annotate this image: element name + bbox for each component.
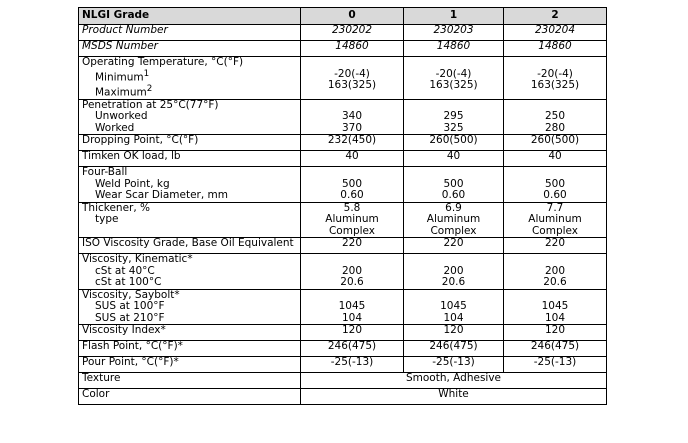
table-row [79,389,607,405]
cell-value: 220 [404,238,504,254]
sub-label: Minimum$^1$ [95,68,150,83]
row-label: Flash Point, °C(°F)* [79,341,301,357]
sub-label: SUS at 210°F [95,311,165,324]
cell-value: 220 [504,238,607,254]
sub-label: Weld Point, kg [95,177,170,190]
row-label: Thickener, % [82,201,151,214]
cell-value-merged: Smooth, Adhesive [301,373,607,389]
grade-1-header: 1 [404,8,504,25]
footnote-marker: 1 [143,68,150,79]
table-row [79,151,607,167]
cell-value: 230203 [404,25,504,41]
table-row [79,254,607,290]
cell-value: 246(475) [404,341,504,357]
table-row [79,238,607,254]
cell-value: 500 0.60 [301,167,404,203]
cell-value: 295 325 [404,99,504,135]
row-label-group [79,289,301,325]
row-label: Product Number [79,25,301,41]
row-label-group [79,167,301,203]
cell-value: 120 [504,325,607,341]
sub-label: cSt at 40°C [95,264,155,277]
cell-value: 6.9 Aluminum Complex [404,202,504,238]
header-label: NLGI Grade [79,8,301,25]
grade-2-header: 2 [504,8,607,25]
row-label-group [79,99,301,135]
cell-value: -25(-13) [301,357,404,373]
row-label: Viscosity, Saybolt* [82,288,180,301]
row-label-group [79,254,301,290]
table-row [79,135,607,151]
row-label: Dropping Point, °C(°F) [79,135,301,151]
cell-value: 200 20.6 [504,254,607,290]
cell-value-merged: White [301,389,607,405]
table-row [79,373,607,389]
row-label: Texture [79,373,301,389]
row-label: ISO Viscosity Grade, Base Oil Equivalent [79,238,301,254]
sub-label: SUS at 100°F [95,300,165,312]
row-label: Pour Point, °C(°F)* [79,357,301,373]
cell-value: 40 [301,151,404,167]
table-row [79,41,607,57]
cell-value: 40 [404,151,504,167]
cell-value: 1045 104 [504,289,607,325]
row-label: MSDS Number [79,41,301,57]
row-label: Viscosity Index* [79,325,301,341]
cell-value: 220 [301,238,404,254]
cell-value: 230204 [504,25,607,41]
row-label: Color [79,389,301,405]
cell-value: 260(500) [404,135,504,151]
cell-value: 14860 [504,41,607,57]
cell-value: 200 20.6 [301,254,404,290]
cell-value: 500 0.60 [504,167,607,203]
sub-label: Unworked [95,110,148,122]
cell-value: -20(-4) 163(325) [504,57,607,100]
cell-value: 40 [504,151,607,167]
cell-value: 230202 [301,25,404,41]
row-label-group [79,202,301,238]
cell-value: 232(450) [301,135,404,151]
cell-value: 120 [404,325,504,341]
sub-label: type [95,213,119,225]
table-row [79,57,607,100]
cell-value: 260(500) [504,135,607,151]
cell-value: 246(475) [504,341,607,357]
sub-label: Worked [95,121,135,134]
table-row [79,25,607,41]
table-row [79,357,607,373]
cell-value: -25(-13) [504,357,607,373]
table-row [79,341,607,357]
cell-value: 340 370 [301,99,404,135]
cell-value: -25(-13) [404,357,504,373]
row-label: Timken OK load, lb [79,151,301,167]
cell-value: 1045 104 [404,289,504,325]
cell-value: 200 20.6 [404,254,504,290]
row-label: Viscosity, Kinematic* [82,253,193,265]
row-label-group [79,57,301,100]
row-label: Operating Temperature, °C(°F) [82,56,244,68]
cell-value: 500 0.60 [404,167,504,203]
table-row [79,325,607,341]
table-row [79,202,607,238]
cell-value: 250 280 [504,99,607,135]
footnote-marker: 2 [146,83,153,94]
cell-value: 7.7 Aluminum Complex [504,202,607,238]
cell-value: 120 [301,325,404,341]
row-label: Four-Ball [82,166,128,178]
cell-value: 14860 [301,41,404,57]
sub-label: Maximum$^2$ [95,83,153,98]
table-row [79,99,607,135]
cell-value: 5.8 Aluminum Complex [301,202,404,238]
cell-value: 1045 104 [301,289,404,325]
cell-value: -20(-4) 163(325) [404,57,504,100]
cell-value: 246(475) [301,341,404,357]
table-row [79,167,607,203]
table-row [79,289,607,325]
sub-label: cSt at 100°C [95,276,162,288]
cell-value: -20(-4) 163(325) [301,57,404,100]
spec-table [78,7,607,405]
cell-value: 14860 [404,41,504,57]
sub-label: Wear Scar Diameter, mm [95,189,228,201]
grade-0-header: 0 [301,8,404,25]
header-row [79,8,607,25]
row-label: Penetration at 25°C(77°F) [82,98,219,111]
